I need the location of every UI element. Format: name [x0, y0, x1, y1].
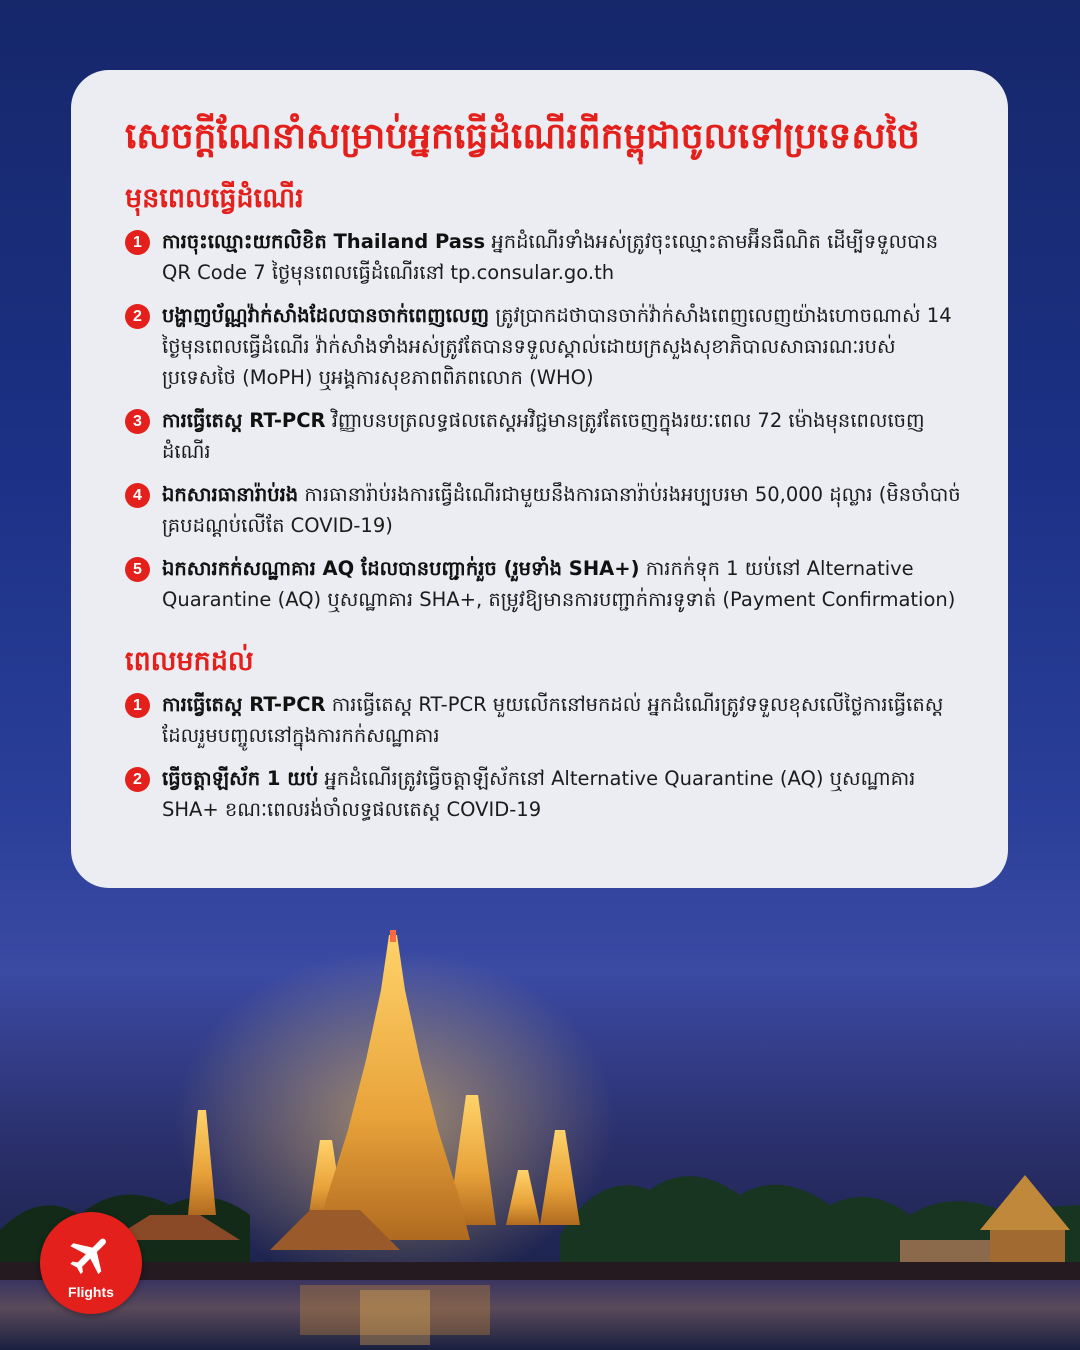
list-item	[125, 300, 968, 393]
number-badge: 4	[125, 483, 150, 508]
number-badge: 1	[125, 693, 150, 718]
flights-badge[interactable]	[40, 1212, 142, 1314]
list-item	[125, 763, 968, 825]
info-card	[71, 70, 1008, 888]
item-text: វិញ្ញាបនបត្រលទ្ធផលតេស្តអវិជ្ជមានត្រូវតែចេញក្នុងរយៈពេល 72 ម៉ោងមុនពេលចេញដំណើរ	[162, 409, 925, 463]
flights-label: Flights	[68, 1284, 114, 1300]
item-text: អ្នកដំណើរត្រូវធ្វើចត្តាឡីស័កនៅ Alternative Quarantine (AQ) ឬសណ្ឋាគារ SHA+ ខណៈពេលរង់ចាំលទ្ធផលតេស្ត COVID-19	[162, 767, 916, 821]
section-heading-arrival: ពេលមកដល់	[125, 646, 254, 677]
item-title: ការធ្វើតេស្ត RT-PCR	[162, 693, 326, 716]
list-item	[125, 553, 968, 615]
list-item	[125, 405, 968, 467]
list-item	[125, 479, 968, 541]
number-badge: 5	[125, 557, 150, 582]
before-travel-list	[125, 226, 968, 615]
number-badge: 2	[125, 304, 150, 329]
list-item	[125, 689, 968, 751]
item-text: ការកក់ទុក 1 យប់នៅ Alternative Quarantine (AQ) ឬសណ្ឋាគារ SHA+, តម្រូវឱ្យមានការបញ្ជាក់ការទូទាត់ (Payment Confirmation)	[162, 557, 956, 611]
section-heading-before-travel: មុនពេលធ្វើដំណើរ	[125, 183, 304, 214]
list-item	[125, 226, 968, 288]
airplane-icon	[66, 1230, 116, 1280]
item-title: ការចុះឈ្មោះយកលិខិត Thailand Pass	[162, 230, 486, 253]
number-badge: 3	[125, 409, 150, 434]
number-badge: 2	[125, 767, 150, 792]
item-title: ឯកសារកក់សណ្ឋាគារ AQ ដែលបានបញ្ជាក់រួច (រួមទាំង SHA+)	[162, 557, 640, 580]
item-text: ការធ្វើតេស្ត RT-PCR មួយលើកនៅមកដល់ អ្នកដំណើរត្រូវទទួលខុសលើថ្លៃការធ្វើតេស្ត ដែលរួមបញ្ចូលនៅក្នុងការកក់សណ្ឋាគារ	[162, 693, 944, 747]
arrival-list	[125, 689, 968, 825]
item-title: ការធ្វើតេស្ត RT-PCR	[162, 409, 326, 432]
item-title: ឯកសារធានារ៉ាប់រង	[162, 483, 299, 506]
number-badge: 1	[125, 230, 150, 255]
item-title: ធ្វើចត្តាឡីស័ក 1 យប់	[162, 767, 319, 790]
item-text: ការធានារ៉ាប់រងការធ្វើដំណើរជាមួយនឹងការធានារ៉ាប់រងអប្បបរមា 50,000 ដុល្លារ (មិនចាំបាច់គ្របដណ្តប់លើតែ COVID-19)	[162, 483, 961, 537]
item-text: ត្រូវប្រាកដថាបានចាក់វ៉ាក់សាំងពេញលេញយ៉ាងហោចណាស់ 14 ថ្ងៃមុនពេលធ្វើដំណើរ វ៉ាក់សាំងទាំងអស់ត្រូវតែបានទទួលស្គាល់ដោយក្រសួងសុខាភិបាលសាធារណៈរបស់ប្រទេសថៃ (MoPH) ឬអង្គការសុខភាពពិភពលោក (WHO)	[162, 304, 952, 389]
card-title: សេចក្តីណែនាំសម្រាប់អ្នកធ្វើដំណើរពីកម្ពុជាចូលទៅប្រទេសថៃ	[125, 116, 920, 157]
item-title: បង្ហាញប័ណ្ណវ៉ាក់សាំងដែលបានចាក់ពេញលេញ	[162, 304, 490, 327]
item-text: អ្នកដំណើរទាំងអស់ត្រូវចុះឈ្មោះតាមអ៊ីនធឺណិត ដើម្បីទទួលបាន QR Code 7 ថ្ងៃមុនពេលធ្វើដំណើរនៅ tp.consular.go.th	[162, 230, 939, 284]
